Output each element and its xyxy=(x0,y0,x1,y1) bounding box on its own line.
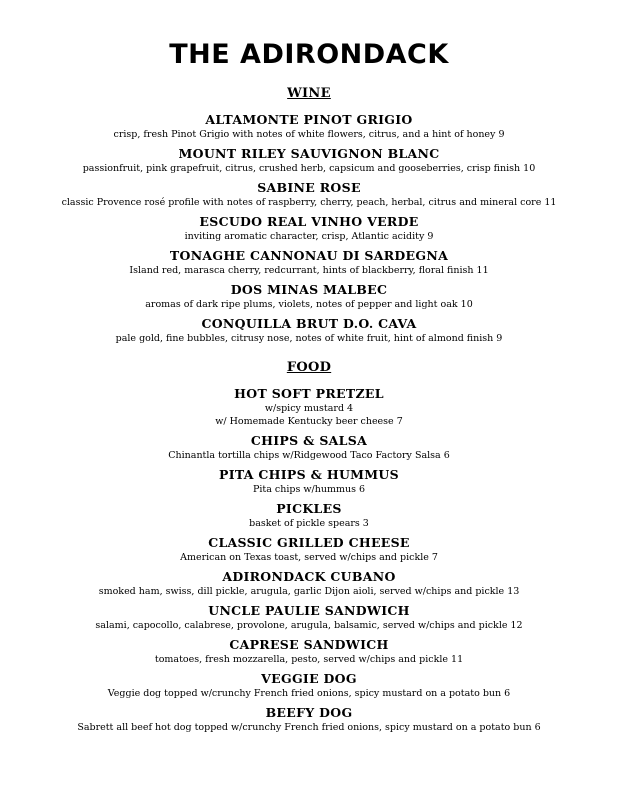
menu-item-name: VEGGIE DOG xyxy=(261,671,357,686)
menu-item xyxy=(0,433,618,462)
food-section-heading: FOOD xyxy=(286,360,332,375)
menu-item-description: pale gold, fine bubbles, citrusy nose, notes of white fruit, hint of almond finish 9 xyxy=(115,333,503,344)
menu-item xyxy=(0,671,618,700)
menu-item-description: Veggie dog topped w/crunchy French fried onions, spicy mustard on a potato bun 6 xyxy=(107,688,511,699)
menu-item-description: American on Texas toast, served w/chips and pickle 7 xyxy=(180,552,438,563)
menu-item xyxy=(0,282,618,311)
menu-item-name: HOT SOFT PRETZEL xyxy=(234,386,384,401)
menu-item-description: w/spicy mustard 4 xyxy=(264,403,354,414)
menu-item xyxy=(0,705,618,734)
menu-item-name: SABINE ROSE xyxy=(257,180,361,195)
menu-item-name: CLASSIC GRILLED CHEESE xyxy=(208,535,410,550)
menu-item-name: CAPRESE SANDWICH xyxy=(229,637,389,652)
menu-item-description: Pita chips w/hummus 6 xyxy=(252,484,366,495)
menu-item-name: BEEFY DOG xyxy=(265,705,353,720)
menu-item-name: PITA CHIPS & HUMMUS xyxy=(219,467,399,482)
menu-item xyxy=(0,248,618,277)
menu-item-description: aromas of dark ripe plums, violets, notes of pepper and light oak 10 xyxy=(145,299,473,310)
menu-item xyxy=(0,146,618,175)
menu-item xyxy=(0,637,618,666)
menu-item-description: w/ Homemade Kentucky beer cheese 7 xyxy=(215,416,403,427)
menu-item-name: PICKLES xyxy=(276,501,342,516)
menu-item-name: UNCLE PAULIE SANDWICH xyxy=(208,603,410,618)
menu-item-description: smoked ham, swiss, dill pickle, arugula, garlic Dijon aioli, served w/chips and pickle 13 xyxy=(98,586,520,597)
menu-item-description: inviting aromatic character, crisp, Atlantic acidity 9 xyxy=(184,231,434,242)
menu-item-description: classic Provence rosé profile with notes of raspberry, cherry, peach, herbal, citrus and mineral core 11 xyxy=(61,197,557,208)
menu-item-description: passionfruit, pink grapefruit, citrus, crushed herb, capsicum and gooseberries, crisp finish 10 xyxy=(82,163,536,174)
menu-item-description: Sabrett all beef hot dog topped w/crunchy French fried onions, spicy mustard on a potato bun 6 xyxy=(77,722,541,733)
menu-item-name: ESCUDO REAL VINHO VERDE xyxy=(199,214,419,229)
menu-item xyxy=(0,180,618,209)
menu-item-name: DOS MINAS MALBEC xyxy=(230,282,388,297)
menu-item-description: salami, capocollo, calabrese, provolone, arugula, balsamic, served w/chips and pickle 12 xyxy=(95,620,523,631)
menu-item-description: basket of pickle spears 3 xyxy=(249,518,369,529)
menu-item xyxy=(0,214,618,243)
menu-item-name: ADIRONDACK CUBANO xyxy=(222,569,396,584)
menu-item-description: Chinantla tortilla chips w/Ridgewood Taco Factory Salsa 6 xyxy=(168,450,450,461)
menu-item-name: ALTAMONTE PINOT GRIGIO xyxy=(205,112,413,127)
menu-item-name: MOUNT RILEY SAUVIGNON BLANC xyxy=(178,146,440,161)
menu-item xyxy=(0,467,618,496)
menu-item xyxy=(0,501,618,530)
menu-title: THE ADIRONDACK xyxy=(169,39,449,70)
menu-item xyxy=(0,603,618,632)
food-list xyxy=(0,386,618,734)
menu-item xyxy=(0,535,618,564)
menu-item xyxy=(0,569,618,598)
menu-item-name: CHIPS & SALSA xyxy=(250,433,368,448)
wine-list xyxy=(0,112,618,345)
menu-item-description: tomatoes, fresh mozzarella, pesto, served w/chips and pickle 11 xyxy=(154,654,464,665)
menu-item xyxy=(0,386,618,428)
menu-item xyxy=(0,316,618,345)
menu-item-name: TONAGHE CANNONAU DI SARDEGNA xyxy=(169,248,449,263)
menu-item-description: Island red, marasca cherry, redcurrant, hints of blackberry, floral finish 11 xyxy=(129,265,489,276)
wine-section-heading: WINE xyxy=(287,86,331,101)
menu-item-name: CONQUILLA BRUT D.O. CAVA xyxy=(201,316,417,331)
menu-item xyxy=(0,112,618,141)
menu-item-description: crisp, fresh Pinot Grigio with notes of white flowers, citrus, and a hint of honey 9 xyxy=(113,129,505,140)
